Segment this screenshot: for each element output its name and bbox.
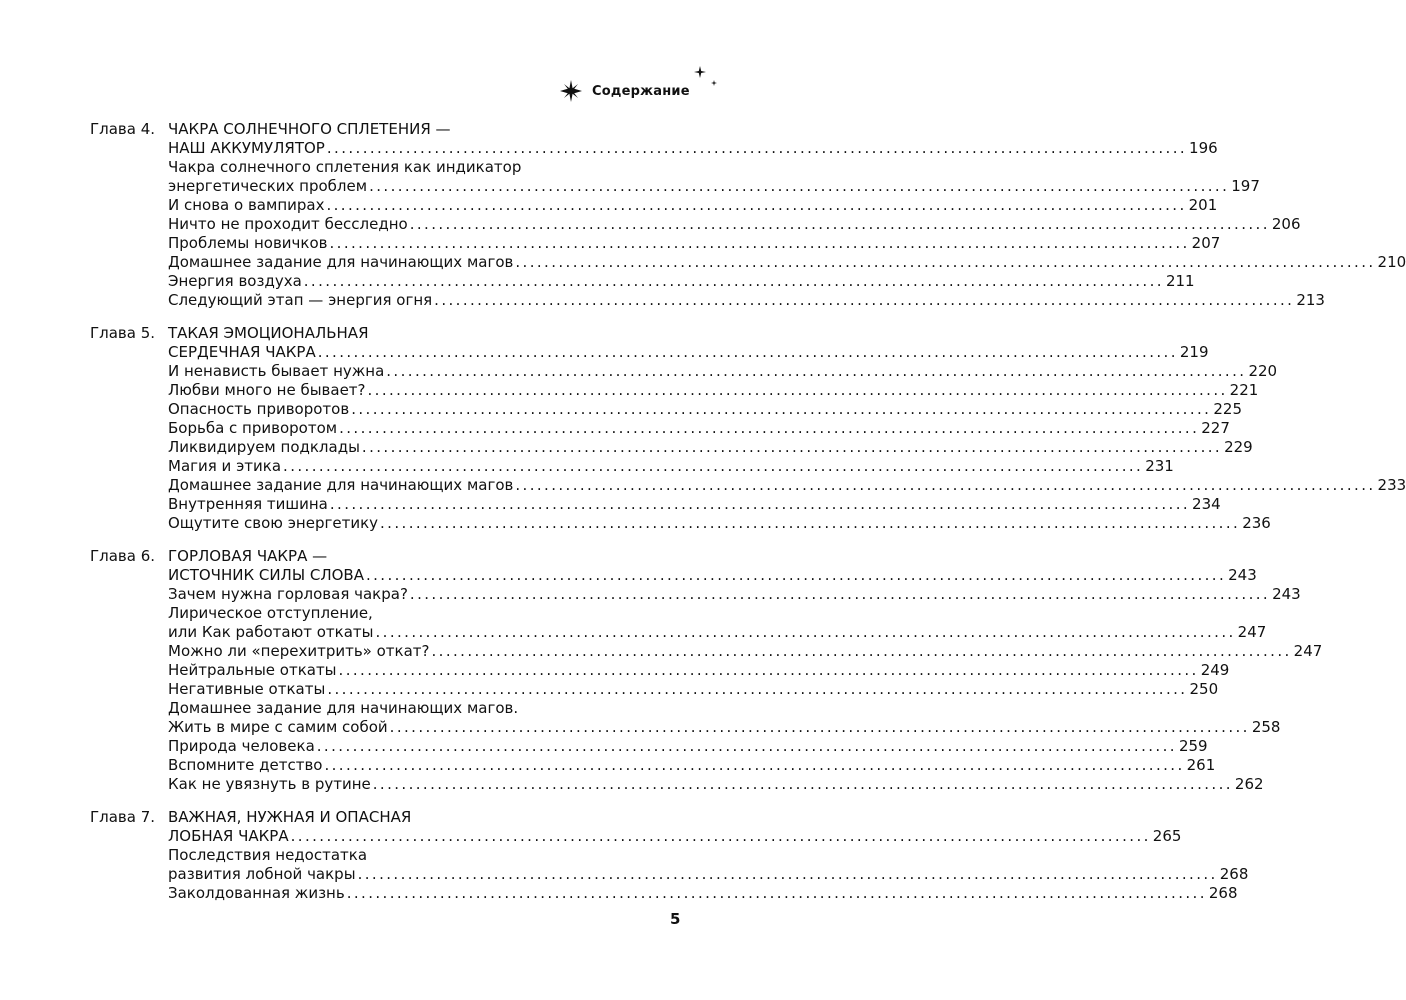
- toc-entry[interactable]: [168, 846, 656, 865]
- toc-page-number: 206: [1271, 215, 1301, 233]
- toc-entry-title: Последствия недостатка: [168, 846, 368, 864]
- toc-page-number: 259: [1178, 737, 1208, 755]
- dot-leader: ........................................................................................................................: [389, 718, 1250, 736]
- toc-entry[interactable]: [168, 604, 656, 623]
- toc-entry[interactable]: [168, 291, 1325, 310]
- chapter-label: Глава 6.: [90, 547, 156, 565]
- toc-entry-title: Чакра солнечного сплетения как индикатор: [168, 158, 522, 176]
- toc-entry[interactable]: [168, 158, 656, 177]
- toc-chapter: [0, 324, 1406, 533]
- toc-page-number: 265: [1152, 827, 1182, 845]
- toc-entry-title: ВАЖНАЯ, НУЖНАЯ И ОПАСНАЯ: [168, 808, 412, 826]
- toc-entry[interactable]: [168, 547, 656, 566]
- dot-leader: ........................................................................................................................: [357, 865, 1218, 883]
- dot-leader: ........................................................................................................................: [317, 343, 1178, 361]
- toc-entry[interactable]: [168, 215, 1301, 234]
- dot-leader: ........................................................................................................................: [434, 291, 1295, 309]
- dot-leader: ........................................................................................................................: [431, 642, 1292, 660]
- toc-entry-title: Следующий этап — энергия огня: [168, 291, 433, 309]
- toc-page-number: 207: [1191, 234, 1221, 252]
- toc-page-number: 233: [1377, 476, 1406, 494]
- running-header: [560, 80, 690, 102]
- toc-page-number: 247: [1237, 623, 1267, 641]
- page-number: 5: [670, 910, 681, 928]
- toc-entry-title: НАШ АККУМУЛЯТОР: [168, 139, 325, 157]
- toc-entry-title: Негативные откаты: [168, 680, 326, 698]
- dot-leader: ........................................................................................................................: [326, 139, 1188, 157]
- toc-entry-title: Ничто не проходит бесследно: [168, 215, 408, 233]
- toc-page-number: 227: [1201, 419, 1230, 437]
- section-title: Содержание: [592, 83, 690, 99]
- toc-entry[interactable]: [168, 642, 1323, 661]
- toc-entry-title: Лирическое отступление,: [168, 604, 373, 622]
- toc-entry-title: развития лобной чакры: [168, 865, 356, 883]
- dot-leader: ........................................................................................................................: [375, 623, 1236, 641]
- toc-entry-title: ЧАКРА СОЛНЕЧНОГО СПЛЕТЕНИЯ —: [168, 120, 451, 138]
- dot-leader: ........................................................................................................................: [386, 362, 1247, 380]
- toc-entry-title: Борьба с приворотом: [168, 419, 338, 437]
- toc-entry-title: Опасность приворотов: [168, 400, 350, 418]
- toc-entry[interactable]: [168, 775, 1264, 794]
- dot-leader: ........................................................................................................................: [409, 585, 1271, 603]
- toc-page-number: 249: [1200, 661, 1230, 679]
- toc-page-number: 211: [1165, 272, 1195, 290]
- toc-entry[interactable]: [168, 884, 1238, 903]
- toc-page-number: 197: [1231, 177, 1260, 195]
- toc-entry[interactable]: [168, 362, 1278, 381]
- dot-leader: ........................................................................................................................: [290, 827, 1151, 845]
- toc-entry[interactable]: [168, 514, 1271, 533]
- toc-entry[interactable]: [168, 808, 656, 827]
- chapter-label: Глава 7.: [90, 808, 156, 826]
- toc-entry-title: Вспомните детство: [168, 756, 323, 774]
- toc-entry-title: Жить в мире с самим собой: [168, 718, 388, 736]
- toc-page-number: 229: [1224, 438, 1253, 456]
- toc-entry-title: ИСТОЧНИК СИЛЫ СЛОВА: [168, 566, 364, 584]
- toc-page-number: 247: [1293, 642, 1323, 660]
- dot-leader: ........................................................................................................................: [324, 756, 1185, 774]
- toc-entry-title: ГОРЛОВАЯ ЧАКРА —: [168, 547, 328, 565]
- dot-leader: ........................................................................................................................: [409, 215, 1270, 233]
- toc-entry[interactable]: [168, 865, 1249, 884]
- toc-entry[interactable]: [168, 680, 1219, 699]
- toc-page-number: 213: [1296, 291, 1325, 309]
- dot-leader: ........................................................................................................................: [515, 253, 1376, 271]
- dot-leader: ........................................................................................................................: [329, 495, 1191, 513]
- toc-entry[interactable]: [168, 139, 1218, 158]
- dot-leader: ........................................................................................................................: [380, 514, 1241, 532]
- dot-leader: ........................................................................................................................: [326, 196, 1187, 214]
- dot-leader: ........................................................................................................................: [369, 177, 1230, 195]
- dot-leader: ........................................................................................................................: [303, 272, 1164, 290]
- toc-entry[interactable]: [168, 699, 656, 718]
- dot-leader: ........................................................................................................................: [346, 884, 1207, 902]
- toc-entry-title: Зачем нужна горловая чакра?: [168, 585, 408, 603]
- toc-entry[interactable]: [168, 272, 1195, 291]
- toc-page-number: 258: [1251, 718, 1281, 736]
- toc-entry[interactable]: [168, 737, 1208, 756]
- toc-page-number: 220: [1248, 362, 1278, 380]
- toc-page-number: 221: [1229, 381, 1259, 399]
- toc-entry[interactable]: [168, 234, 1221, 253]
- dot-leader: ........................................................................................................................: [365, 566, 1227, 584]
- toc-entry-title: Домашнее задание для начинающих магов: [168, 476, 514, 494]
- toc-entry[interactable]: [168, 196, 1218, 215]
- toc-entry[interactable]: [168, 381, 1259, 400]
- toc-entry-title: ТАКАЯ ЭМОЦИОНАЛЬНАЯ: [168, 324, 369, 342]
- dot-leader: ........................................................................................................................: [316, 737, 1177, 755]
- toc-entry[interactable]: [168, 324, 656, 343]
- toc-page-number: 243: [1272, 585, 1301, 603]
- toc-entry-title: И снова о вампирах: [168, 196, 325, 214]
- toc-entry-title: Можно ли «перехитрить» откат?: [168, 642, 430, 660]
- dot-leader: ........................................................................................................................: [351, 400, 1212, 418]
- toc-entry[interactable]: [168, 419, 1230, 438]
- dot-leader: ........................................................................................................................: [338, 661, 1199, 679]
- dot-leader: ........................................................................................................................: [372, 775, 1233, 793]
- chapter-label: Глава 5.: [90, 324, 156, 342]
- toc-entry[interactable]: [168, 623, 1267, 642]
- small-stars-icon: [690, 62, 722, 94]
- toc-entry-title: Энергия воздуха: [168, 272, 302, 290]
- toc-chapter: [0, 120, 1406, 310]
- toc-entry[interactable]: [168, 718, 1281, 737]
- toc-entry[interactable]: [168, 756, 1216, 775]
- toc-entry[interactable]: [168, 120, 656, 139]
- toc-page-number: 196: [1189, 139, 1218, 157]
- toc-entry-title: И ненависть бывает нужна: [168, 362, 385, 380]
- toc-page-number: 201: [1188, 196, 1218, 214]
- dot-leader: ........................................................................................................................: [361, 438, 1223, 456]
- toc-entry[interactable]: [168, 177, 1260, 196]
- toc-entry-title: Домашнее задание для начинающих магов: [168, 253, 514, 271]
- toc-entry-title: Внутренняя тишина: [168, 495, 328, 513]
- toc-entry[interactable]: [168, 495, 1221, 514]
- table-of-contents: [0, 120, 1406, 905]
- chapter-label: Глава 4.: [90, 120, 156, 138]
- toc-chapter: [0, 547, 1323, 794]
- toc-entry-title: ЛОБНАЯ ЧАКРА: [168, 827, 289, 845]
- toc-entry-title: Ликвидируем подклады: [168, 438, 360, 456]
- toc-page-number: 261: [1186, 756, 1216, 774]
- toc-entry[interactable]: [168, 661, 1230, 680]
- toc-page-number: 231: [1145, 457, 1174, 475]
- toc-entry[interactable]: [168, 400, 1242, 419]
- toc-page-number: 268: [1219, 865, 1249, 883]
- toc-entry-title: Магия и этика: [168, 457, 282, 475]
- sparkle-star-icon: [560, 80, 582, 102]
- toc-entry-title: Природа человека: [168, 737, 315, 755]
- dot-leader: ........................................................................................................................: [327, 680, 1188, 698]
- dot-leader: ........................................................................................................................: [515, 476, 1376, 494]
- toc-entry-title: Любви много не бывает?: [168, 381, 366, 399]
- dot-leader: ........................................................................................................................: [283, 457, 1144, 475]
- toc-page-number: 219: [1179, 343, 1209, 361]
- toc-page-number: 234: [1192, 495, 1221, 513]
- toc-entry[interactable]: [168, 827, 1182, 846]
- toc-page-number: 268: [1208, 884, 1238, 902]
- toc-page-number: 250: [1189, 680, 1219, 698]
- toc-entry-title: или Как работают откаты: [168, 623, 374, 641]
- dot-leader: ........................................................................................................................: [367, 381, 1228, 399]
- toc-page-number: 243: [1228, 566, 1257, 584]
- toc-entry-title: энергетических проблем: [168, 177, 368, 195]
- toc-entry[interactable]: [168, 253, 1406, 272]
- toc-entry-title: Ощутите свою энергетику: [168, 514, 379, 532]
- toc-entry[interactable]: [168, 585, 1301, 604]
- toc-entry[interactable]: [168, 457, 1174, 476]
- toc-entry[interactable]: [168, 476, 1406, 495]
- toc-entry-title: Домашнее задание для начинающих магов.: [168, 699, 519, 717]
- toc-entry-title: Нейтральные откаты: [168, 661, 337, 679]
- toc-page-number: 236: [1242, 514, 1271, 532]
- toc-chapter: [0, 808, 1249, 903]
- toc-page-number: 210: [1377, 253, 1406, 271]
- toc-page-number: 225: [1213, 400, 1242, 418]
- dot-leader: ........................................................................................................................: [329, 234, 1190, 252]
- dot-leader: ........................................................................................................................: [339, 419, 1200, 437]
- toc-entry-title: СЕРДЕЧНАЯ ЧАКРА: [168, 343, 316, 361]
- toc-entry-title: Как не увязнуть в рутине: [168, 775, 371, 793]
- toc-page-number: 262: [1234, 775, 1264, 793]
- toc-entry[interactable]: [168, 343, 1209, 362]
- toc-entry[interactable]: [168, 566, 1257, 585]
- toc-entry-title: Проблемы новичков: [168, 234, 328, 252]
- toc-entry[interactable]: [168, 438, 1253, 457]
- toc-entry-title: Заколдованная жизнь: [168, 884, 345, 902]
